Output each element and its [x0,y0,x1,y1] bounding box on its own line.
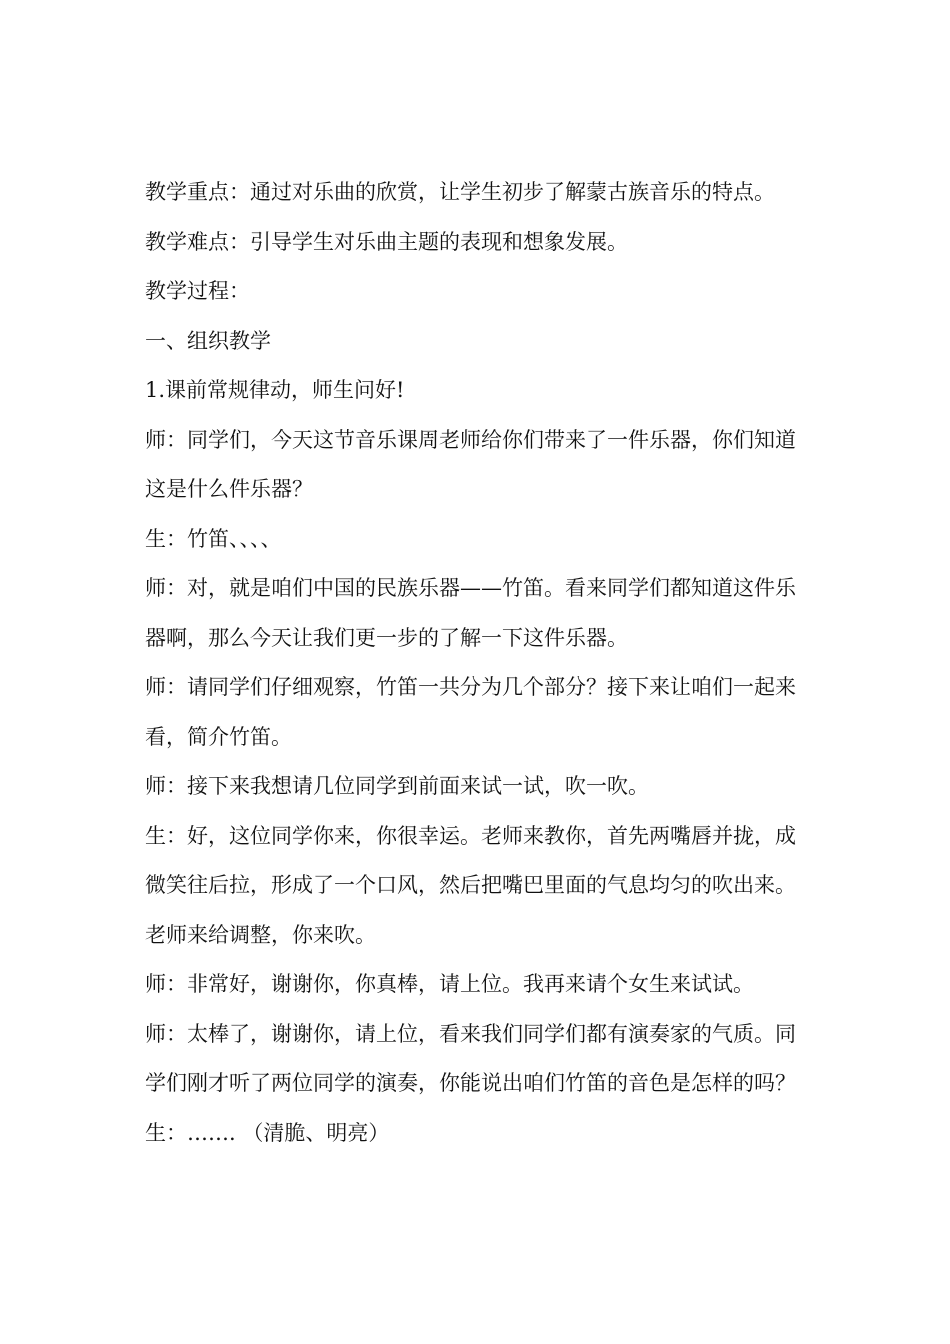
dialogue-paragraph: 生：……. （清脆、明亮） [145,1120,390,1145]
teaching-difficulty-paragraph: 教学难点：引导学生对乐曲主题的表现和想象发展。 [145,229,628,254]
teaching-process-heading: 教学过程： [145,279,250,303]
dialogue-paragraph: 师：非常好，谢谢你，你真棒，请上位。我再来请个女生来试试。 [145,972,754,996]
document-body [145,168,810,1158]
dialogue-paragraph: 生：好，这位同学你来，你很幸运。老师来教你，首先两嘴唇并拢，成微笑往后拉，形成了一个口风，然后把嘴巴里面的气息均匀的吹出来。老师来给调整，你来吹。 [145,823,796,947]
dialogue-paragraph: 师：请同学们仔细观察，竹笛一共分为几个部分？接下来让咱们一起来看，简介竹笛。 [145,675,796,749]
teaching-focus-paragraph: 教学重点：通过对乐曲的欣赏，让学生初步了解蒙古族音乐的特点。 [145,180,775,204]
dialogue-paragraph: 师：太棒了，谢谢你，请上位，看来我们同学们都有演奏家的气质。同学们刚才听了两位同学的演奏，你能说出咱们竹笛的音色是怎样的吗？ [145,1021,796,1095]
numbered-item-1: 1.课前常规律动，师生问好! [145,378,405,402]
dialogue-paragraph: 师：对，就是咱们中国的民族乐器——竹笛。看来同学们都知道这件乐器啊，那么今天让我们更一步的了解一下这件乐器。 [145,576,796,650]
dialogue-paragraph: 师：同学们，今天这节音乐课周老师给你们带来了一件乐器，你们知道这是什么件乐器？ [145,427,796,501]
section-heading-organize-teaching: 一、组织教学 [145,328,271,353]
dialogue-paragraph: 生：竹笛、、、、 [145,526,282,551]
dialogue-paragraph: 师：接下来我想请几位同学到前面来试一试，吹一吹。 [145,774,649,798]
